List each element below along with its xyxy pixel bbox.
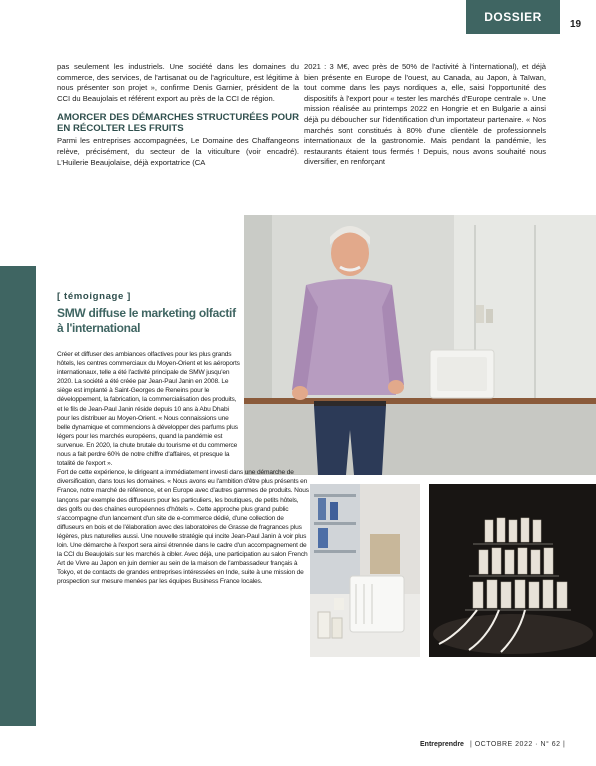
magazine-brand: Entreprendre xyxy=(420,741,464,748)
issue-info: | OCTOBRE 2022 · N° 62 | xyxy=(469,741,566,748)
testimony-tag: [ témoignage ] xyxy=(57,291,131,302)
page-number: 19 xyxy=(570,19,582,30)
article-column-left xyxy=(57,62,299,204)
accent-strip xyxy=(0,266,36,726)
page-footer xyxy=(420,741,565,748)
perfume-display-photo-icon xyxy=(429,484,596,657)
article-heading: AMORCER DES DÉMARCHES STRUCTURÉES POUR EN RÉCOLTER LES FRUITS xyxy=(57,112,299,135)
section-tab: DOSSIER xyxy=(466,0,560,34)
article-paragraph: 2021 : 3 M€, avec près de 50% de l'activité à l'international), et déjà bien présente en Europe de l'ouest, au Canada, au Japon, à Taïwan, tout comme dans les pays nordiques a, elle, saisi l'opportunité des dispositifs à l'export pour « tester les marchés d'Europe centrale ». Une mission réalisée au printemps 2022 en Hongrie et en Bulgarie a ainsi déjà pu déboucher sur l'identification d'un importateur partenaire. « Nos marchés sont constitués à 80% d'une clientèle de professionnels internationaux de la gastronomie. Mais pendant la pandémie, les restaurants étaient tous fermés ! Depuis, nous avons souhaité nous diversifier, en renforçant xyxy=(304,62,546,167)
product-photo-icon xyxy=(310,484,420,657)
article-column-right xyxy=(304,62,546,204)
testimony-paragraph: Créer et diffuser des ambiances olfactives pour les plus grands hôtels, les centres commerciaux du Moyen-Orient et les aéroports internationaux, telle a été l'activité principale de SMW jusqu'en 2020. La société a été créée par Jean-Paul Janin en 2008. Le siège est implanté à Saint-Georges de Reneins pour le développement, la fabrication, la commercialisation des produits, et le fils de Jean-Paul Janin réside depuis 10 ans à Abu Dhabi pour les distribuer au Moyen-Orient. « Nous connaissions une belle dynamique et commencions à développer des parfums plus légers pour les marchés européens, quand la pandémie est survenue. En 2020, la chute brutale du tourisme et du commerce nous a fait perdre 60% de notre chiffre d'affaires, et presque la totalité de l'export ». xyxy=(57,351,240,468)
testimony-body xyxy=(57,350,309,700)
article-paragraph: Parmi les entreprises accompagnées, Le Domaine des Chaffangeons relève, précisément, du secteur de la viticulture (voir encadré). L'Huilerie Beaujolaise, déjà exportatrice (CA xyxy=(57,136,299,167)
testimony-paragraph: Fort de cette expérience, le dirigeant a immédiatement investi dans une démarche de diversification, dans tous les domaines. « Nous avons eu l'ambition d'être plus présents en France, notre marché de référence, et en Europe avec d'autres gammes de produits. Nous lançons par exemple des diffuseurs pour les particuliers, les boutiques, de petits hôtels, des golfs ou des chaînes européennes d'hôtels ». Cette approche plus grand public s'accompagne d'un lancement d'un site de e-commerce dédié, d'une collection de diffuseurs en bois et de l'élaboration avec des laboratoires de Grasse de fragrances plus légères, plus naturelles aussi. Une nouvelle stratégie qui incite Jean-Paul Janin à voir plus loin. Une démarche à l'export sera ainsi étrennée dans le cadre d'un accompagnement de la CCI du Beaujolais sur les marchés à cibler. Avec déjà, une participation au salon French Art de Vivre au Japon en juin dernier au sein de la maison de l'ambassadeur français à Tokyo, et de contacts de grandes entreprises intéressées en Inde, suite à une mission de prospection sur mesure menées par les équipes Business France locales. xyxy=(57,469,309,586)
testimony-title: SMW diffuse le marketing olfactif à l'international xyxy=(57,306,236,335)
article-paragraph: pas seulement les industriels. Une société dans les domaines du commerce, des services, de l'artisanat ou de l'agriculture, est légitime à nous présenter son projet », confirme Denis Garnier, président de la CCI du Beaujolais et référent export au près de la CCI de région. xyxy=(57,62,299,103)
